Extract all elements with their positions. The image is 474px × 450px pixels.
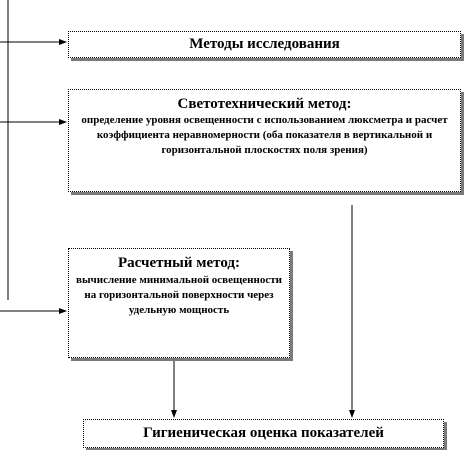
hygienic-evaluation-box — [83, 419, 444, 448]
research-methods-title: Методы исследования — [189, 36, 340, 52]
calc-method-title: Расчетный метод: — [118, 255, 240, 271]
hygienic-evaluation-title: Гигиеническая оценка показателей — [143, 425, 384, 441]
light-method-description: определение уровня освещенности с использованием люксметра и расчет коэффициента неравномерности (оба показателя в вертикальной и горизонтальной плоскостях поля зрения) — [81, 114, 448, 156]
light-method-box — [68, 89, 461, 192]
research-methods-box — [68, 31, 461, 58]
calc-method-description: вычисление минимальной освещенности на горизонтальной поверхности через удельную мощность — [76, 274, 282, 316]
calc-method-box — [68, 248, 290, 358]
light-method-title: Светотехнический метод: — [177, 96, 352, 112]
